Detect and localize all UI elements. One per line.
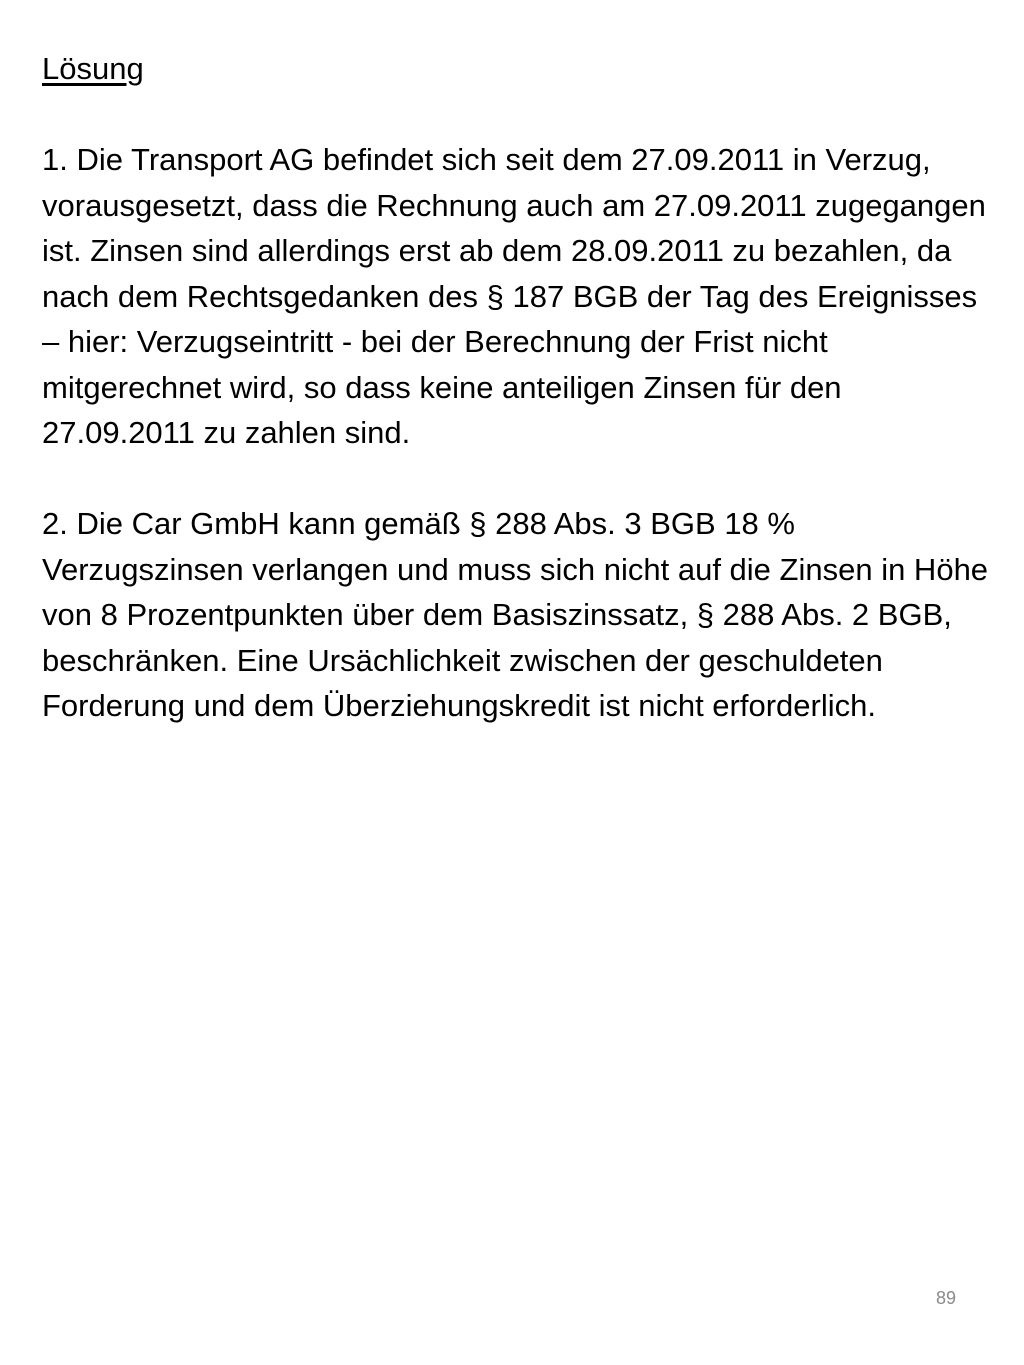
page-number: 89: [936, 1288, 957, 1308]
paragraph-1: 1. Die Transport AG befindet sich seit dem 27.09.2011 in Verzug, vorausgesetzt, dass die Rechnung auch am 27.09.2011 zugegangen ist. Zinsen sind allerdings erst ab dem 28.09.2011 zu bezahlen, da nach dem Rechtsgedanken des § 187 BGB der Tag des Ereignisses – hier: Verzugseintritt - bei der Berechnung der Frist nicht mitgerechnet wird, so dass keine anteiligen Zinsen für den 27.09.2011 zu zahlen sind.: [42, 142, 986, 450]
spacer: [42, 92, 992, 138]
slide-heading: Lösung: [42, 51, 144, 86]
slide-content: [42, 46, 992, 729]
spacer: [42, 456, 992, 502]
paragraph-2: 2. Die Car GmbH kann gemäß § 288 Abs. 3 BGB 18 % Verzugszinsen verlangen und muss sich nicht auf die Zinsen in Höhe von 8 Prozentpunkten über dem Basiszinssatz, § 288 Abs. 2 BGB, beschränken. Eine Ursächlichkeit zwischen der geschuldeten Forderung und dem Überziehungskredit ist nicht erforderlich.: [42, 506, 989, 723]
